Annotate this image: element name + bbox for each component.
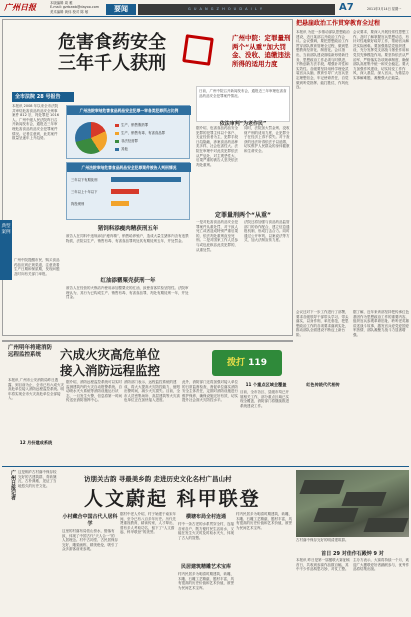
section-tag: 要闻 — [106, 4, 136, 15]
article-column: 本报讯 昨日是第一届楹联大赛征稿首日，共收到参赛作品数百幅，其中不少作品构思巧妙、对仗工整。 — [296, 558, 350, 572]
bar — [111, 201, 129, 206]
pie-legend-item: 生产、销售假药罪 — [115, 122, 189, 127]
article-text: 会议还对下一步工作进行了部署，要求各级领导干部带头学习、带头落实，以身作则，率先垂范，把思想政治工作的各项要求落到实处，推动部队全面建设不断迈上新台阶。 — [296, 310, 349, 337]
column-heading: 小村藏合中国古代人居科学 — [62, 514, 118, 527]
typical-cases-tag: 典型案例 — [0, 220, 12, 280]
bar — [111, 189, 139, 194]
pie-legend-item: 生产、销售有毒、有害食品罪 — [115, 130, 189, 135]
right-bottom-heading: 首日 29 对佳作石殿钟 9 对 — [321, 551, 384, 557]
main-headline — [58, 32, 198, 74]
article-column: 这是桐庐古村落中保存较完好的古建筑群，青砖黛瓦，古朴典雅，见证了当地悠久的历史文化。 — [18, 470, 57, 488]
article-column — [296, 310, 350, 464]
lead-bar: 全市法院 28 号报告 — [12, 92, 74, 102]
fire-hotline-badge — [212, 350, 282, 376]
column-heading: 民居建筑精雕艺术宝库 — [180, 564, 231, 570]
masthead-band: G U A N G Z H O U D A I L Y — [138, 4, 335, 15]
main-headline-line: 三年千人获刑 — [58, 53, 166, 74]
roof-shape — [299, 480, 344, 494]
article-column: 据了解，近年来该部坚持把传承红色基因作为思想政治工作的重要内容，组织官兵参观革命旧址、聆听老英雄讲述战斗故事，激发官兵爱党爱国爱军热情，部队凝聚力战斗力显著增强。 — [353, 310, 409, 337]
article-text: 本报讯 广州市公安消防局昨日透露，到目前为止，全市已有六成火灾高危单位接入消防远程监控系统。明年将实现全市火灾高危单位全部接入。 — [8, 378, 64, 401]
article-column: 据介绍，消防远程监控系统可以实时监测建筑内的火灾自动报警系统、自动喷水灭火系统等消防设施运行状态，一旦发生火警，信息将第一时间传送至消防指挥中心。 — [66, 380, 122, 403]
right-story-headline: 把悬崖政治工作贯穿教育全过程 — [296, 20, 381, 27]
section-rule — [2, 466, 409, 467]
article-column: 村内民居多为明清时期建筑，砖雕、木雕、石雕工艺精湛，题材丰富，具有很高的历史价值和艺术价值，被誉为民间艺术宝库。 — [236, 512, 292, 530]
pie-chart-box — [66, 105, 190, 159]
article-column: 主办方表示，大赛将持续一个月，欢迎广大楹联爱好者踊跃参与，优秀作品将结集出版。 — [353, 558, 409, 572]
hotline-prefix: 拨打 — [227, 358, 246, 368]
column-heading: 定罪量刑两个“从重” — [215, 212, 271, 219]
editor-info-line: 本版编辑 周 雅 — [50, 1, 73, 5]
case-body: 被告人在经营的火锅店内使用添加罂粟壳的红油，致使食客尿检呈阳性。法院审理认为，其行为已构成生产、销售有毒、有害食品罪，判处有期徒刑一年，并处罚金。 — [66, 286, 189, 300]
fire-headline — [60, 347, 212, 379]
article-text: 目前，全市各区、县级市均已开展相关工作，部分重点区域已实现全覆盖，消防部门将继续推进系统建设工作。 — [240, 390, 289, 408]
roof-shape — [363, 518, 408, 532]
bar-label: 三年以上十年以下 — [71, 190, 98, 194]
article-column — [8, 378, 64, 462]
case-heading: 红油添罂粟壳获刑一年 — [100, 278, 156, 284]
editor-info — [50, 1, 105, 14]
photo-caption: 古村落中保存完好的明清建筑群。 — [296, 538, 349, 542]
lower-left-text: 广州中院提醒市民，购买食品药品应到正规渠道，注意查看生产日期和保质期，发现问题及时向有关部门举报。 — [14, 258, 60, 276]
article-column: 此外，消防部门还将加强对接入单位的日常监督检查，督促单位落实消防安全主体责任，定期对消防设施进行维护保养，确保设施完好有效，切实提升社会面火灾防控水平。 — [182, 380, 238, 403]
bar-label: 三年以下有期徒刑 — [71, 178, 98, 182]
article-text: 村中一条古老的水系贯穿全村，连接各家各户，既方便村民生活用水，又能在发生火灾时及时取水灭火，体现了古人的智慧。 — [178, 522, 234, 540]
page-number: A7 — [339, 2, 354, 13]
article-column: 同时，法院加大罚金刑、没收财产刑的适用力度，让犯罪分子在经济上得不偿失。对于查获的违法所得依法予以追缴，切实维护人民群众的身体健康和生命安全。 — [244, 126, 290, 153]
article-column — [240, 380, 292, 464]
bar-chart-box — [66, 162, 190, 220]
column-heading: 12 月份建成系统 — [19, 440, 53, 445]
fire-side-deck: 广州明年将建消防远程监控系统 — [8, 345, 53, 358]
culture-kicker: 访朋关古韵 寻最美乡韵 走进历史文化名村广昌山村 — [84, 475, 232, 483]
bar-label: 拘役缓刑 — [71, 202, 85, 206]
article-column: 据介绍，危害食品药品安全犯罪的犯罪主体以个体户、无证经营者为主，犯罪手段日趋隐蔽，涉案食品药品种类多样，社会危害性大。法院在审理中对此类犯罪依法从严惩处，对主观恶性大、后果严重的被告人坚决依法判处重刑。 — [196, 126, 238, 167]
article-column: 据村中老人介绍，村子始建于南宋年间，至今已有八百多年历史。历代先贤重视教育，耕读传家，人才辈出，曾有多人考取功名，留下了“人文蔚起、科甲联登”的美誉。 — [120, 512, 176, 535]
newspaper-logo: 广州日报 — [4, 2, 36, 12]
column-heading: 依法审判“为老作民” — [219, 121, 267, 127]
article-column — [62, 512, 118, 612]
vertical-byline: 广州日报记者 — [10, 470, 16, 500]
column-heading: 横塘布局全村连通 — [185, 514, 226, 520]
article-text: 这里的村落布局依山傍水，错落有致，体现了中国古代“天人合一”的人居理念。村中古祠堂、古民居保存完好，雕梁画栋，精美绝伦，吸引了众多游客前来参观。 — [62, 529, 118, 552]
pie-chart — [75, 122, 107, 154]
bar-chart-title: 广州法院审结危害食品药品安全犯罪案件被告人判刑情况 — [67, 163, 191, 172]
main-subheadline: 广州中院：定罪量刑两个“从重”加大罚金、没收、追缴违法所得的适用力度 — [232, 34, 291, 68]
fire-headline-line: 接入消防远程监控 — [60, 363, 161, 378]
stamp-graphic — [182, 34, 214, 66]
article-column: 法院还将加强与食品药品监管部门的协作配合，建立信息通报机制，形成打击合力。同时通过公开审判、以案说法等方式，加大法制宣传力度。 — [244, 220, 290, 243]
masthead-rule — [0, 16, 411, 17]
editor-info-line: E-mail: gzrbzwb@dayoo.com — [50, 5, 100, 10]
village-photo — [296, 470, 409, 537]
lead-text: 本报讯 2008 年以来全市法院共审结危害食品药品安全刑事案件 812 宗，判处罪犯 1016 人。广州中级人民法院昨日召开新闻发布会，通报近三年审理危害食品药品安全犯罪案件情况。记者注意到，此类案件数量呈逐年上升趋势。 — [12, 104, 59, 141]
roof-shape — [313, 508, 358, 522]
article-text: 村内民居多为明清时期建筑，砖雕、木雕、石雕工艺精湛，题材丰富，具有很高的历史价值和艺术价值，被誉为民间艺术宝库。 — [178, 572, 234, 590]
case-heading: 猪饲料添瘦肉精获刑五年 — [97, 226, 159, 232]
roof-shape — [341, 492, 386, 506]
pie-chart-title: 广州法院审结危害食品药品安全犯罪一审各类犯罪所占比例 — [67, 106, 191, 115]
issue-date: 2011年3月14日 星期一 — [367, 7, 402, 11]
culture-headline: 人文蔚起 科甲联登 — [84, 488, 261, 510]
main-headline-line: 危害食药安全 — [58, 32, 166, 53]
pie-legend-item: 其他 — [115, 146, 189, 151]
column-heading: 红色传统代代相传 — [306, 382, 340, 387]
intro-box: 日前，广州中院召开新闻发布会，通报近三年审理危害食品药品安全犯罪案件情况。 — [196, 86, 290, 122]
article-column: 消防部门表示，远程监控系统的建成，将大大提高火灾防控能力，缩短出警时间，减少火灾损失。目前，全市人员密集场所、高层建筑等火灾高危单位正在加快接入进度。 — [124, 380, 180, 403]
hotline-number: 119 — [248, 358, 267, 368]
bar — [111, 177, 181, 182]
editor-info-line: 美术编辑 黄伟 校对 陈 敏 — [50, 9, 89, 14]
article-column: 本报讯 为进一步推动部队思想政治建设，近日某部召开政治工作会议。会议强调，要把思想政治工作贯穿部队教育管理全过程，做到思想教育经常化、制度化。会议指出，当前部队建设面临新形势新任务，思想政治工作必须与时俱进，不断创新方法手段，增强针对性和实效性。各级要坚持用科学理论武装官兵头脑，教育引导广大官兵坚定理想信念，牢记使命责任，自觉做到听党指挥、能打胜仗、作风优良。 — [296, 30, 350, 90]
case-body: 被告人在饲料中违规添加“瘦肉精”，销售给养殖户，造成大量生猪体内含有违禁物质，法院以生产、销售有毒、有害食品罪判处其有期徒刑五年，并处罚金。 — [66, 234, 189, 243]
article-column: 一是对危害食品药品安全犯罪案件从重处罚，对于致人死亡或者造成特别严重后果的，依法判处重刑直至死刑。二是对国家工作人员参与或包庇纵容此类犯罪的，从重处罚。 — [196, 220, 238, 252]
article-column — [178, 512, 234, 612]
pie-legend-item: 非法经营罪 — [115, 138, 189, 143]
article-column: 会议要求，要深入开展经常性思想工作，及时了解掌握官兵思想动态，有针对性地做好疏导工作，帮助官兵解决实际困难。要加强基层党组织建设，充分发挥党支部战斗堡垒作用和党员先锋模范作用。要坚持依法从严治军，严格落实各项规章制度，确保部队高度集中统一和安全稳定。要大力加强作风建设，切实转变工作作风，深入基层、深入官兵，为基层办实事解难题，凝聚强大正能量。 — [353, 30, 409, 80]
case-column — [66, 222, 190, 332]
column-heading: 11 个重点区域全覆盖 — [245, 382, 287, 387]
fire-headline-line: 六成火灾高危单位 — [60, 347, 161, 362]
